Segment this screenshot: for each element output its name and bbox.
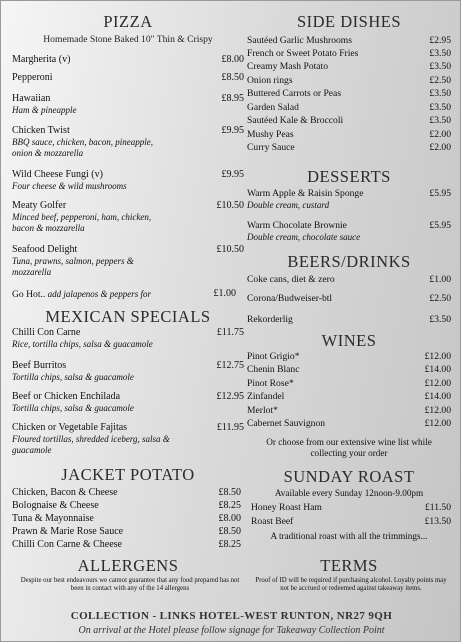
jacket-heading: JACKET POTATO — [61, 465, 195, 484]
menu-item: Creamy Mash Potato £3.50 — [247, 61, 451, 72]
wines-note: Or choose from our extensive wine list while collecting your order — [266, 437, 432, 458]
menu-item: Chicken or Vegetable Fajitas £11.95 Floured tortillas, shredded iceberg, salsa & guacamole — [12, 422, 244, 455]
menu-item: Pinot Rose* £12.00 — [247, 378, 451, 389]
menu-item: Mushy Peas £2.00 — [247, 129, 451, 140]
menu-item: French or Sweet Potato Fries £3.50 — [247, 48, 451, 59]
menu-item: Warm Apple & Raisin Sponge £5.95 Double cream, custard — [247, 188, 451, 210]
menu-item: Pepperoni £8.50 — [12, 72, 244, 83]
menu-item: Chilli Con Carne & Cheese £8.25 — [12, 539, 241, 550]
menu-item: Chilli Con Carne £11.75 Rice, tortilla chips, salsa & guacamole — [12, 327, 244, 349]
pizza-subheading: Homemade Stone Baked 10" Thin & Crispy — [43, 34, 213, 45]
menu-item: Cabernet Sauvignon £12.00 — [247, 418, 451, 429]
menu-item: Honey Roast Ham £11.50 — [251, 502, 451, 513]
menu-item: Pinot Grigio* £12.00 — [247, 351, 451, 362]
menu-item: Seafood Delight £10.50 Tuna, prawns, salmon, peppers & mozzarella — [12, 244, 244, 277]
menu-item: Chicken, Bacon & Cheese £8.50 — [12, 487, 241, 498]
menu-item: Warm Chocolate Brownie £5.95 Double cream, chocolate sauce — [247, 220, 451, 242]
menu-item: Beef or Chicken Enchilada £12.95 Tortilla chips, salsa & guacamole — [12, 391, 244, 413]
menu-item: Buttered Carrots or Peas £3.50 — [247, 88, 451, 99]
menu-item: Zinfandel £14.00 — [247, 391, 451, 402]
menu-item: Chicken Twist £9.95 BBQ sauce, chicken, bacon, pineapple, onion & mozzarella — [12, 125, 244, 158]
terms-heading: TERMS — [320, 556, 378, 575]
menu-item: Garden Salad £3.50 — [247, 102, 451, 113]
menu-item: Tuna & Mayonnaise £8.00 — [12, 513, 241, 524]
roast-note: A traditional roast with all the trimmings... — [270, 531, 428, 541]
menu-item: Chenin Blanc £14.00 — [247, 364, 451, 375]
menu-item: Wild Cheese Fungi (v) £9.95 Four cheese & wild mushrooms — [12, 169, 244, 191]
menu-item: Margherita (v) £8.00 — [12, 54, 244, 65]
roast-availability: Available every Sunday 12noon-9.00pm — [274, 488, 424, 498]
collection-address: COLLECTION - LINKS HOTEL-WEST RUNTON, NR27 9QH — [70, 610, 393, 622]
menu-item: Bolognaise & Cheese £8.25 — [12, 500, 241, 511]
menu-item: Beef Burritos £12.75 Tortilla chips, salsa & guacamole — [12, 360, 244, 382]
desserts-heading: DESSERTS — [307, 167, 391, 186]
menu-item: Merlot* £12.00 — [247, 405, 451, 416]
sides-heading: SIDE DISHES — [296, 12, 402, 31]
menu-item-go-hot: Go Hot.. add jalapenos & peppers for £1.00 — [12, 288, 236, 300]
menu-item: Onion rings £2.50 — [247, 75, 451, 86]
menu-item: Hawaiian £8.95 Ham & pineapple — [12, 93, 244, 115]
roast-heading: SUNDAY ROAST — [283, 467, 415, 486]
menu-item: Rekorderlig £3.50 — [247, 314, 451, 325]
terms-text: Proof of ID will be required if purchasing alcohol. Loyalty points may not be accrued or redeemed against takeaway items. — [255, 577, 447, 592]
collection-instructions: On arrival at the Hotel please follow signage for Takeaway Collection Point — [78, 625, 385, 636]
menu-item: Corona/Budweiser-btl £2.50 — [247, 293, 451, 304]
menu-item: Prawn & Marie Rose Sauce £8.50 — [12, 526, 241, 537]
wines-heading: WINES — [321, 331, 377, 350]
beers-heading: BEERS/DRINKS — [287, 252, 411, 271]
allergens-text: Despite our best endeavours we cannot guarantee that any food prepared has not been in contact with any of the 14 allergens — [20, 577, 240, 592]
allergens-heading: ALLERGENS — [77, 556, 179, 575]
menu-item: Meaty Golfer £10.50 Minced beef, pepperoni, ham, chicken, bacon & mozzarella — [12, 200, 244, 233]
menu-item: Coke cans, diet & zero £1.00 — [247, 274, 451, 285]
menu-item: Sautéed Garlic Mushrooms £2.95 — [247, 35, 451, 46]
mexican-heading: MEXICAN SPECIALS — [45, 307, 211, 326]
menu-item: Sautéed Kale & Broccoli £3.50 — [247, 115, 451, 126]
pizza-heading: PIZZA — [103, 12, 153, 31]
menu-item: Roast Beef £13.50 — [251, 516, 451, 527]
menu-item: Curry Sauce £2.00 — [247, 142, 451, 153]
